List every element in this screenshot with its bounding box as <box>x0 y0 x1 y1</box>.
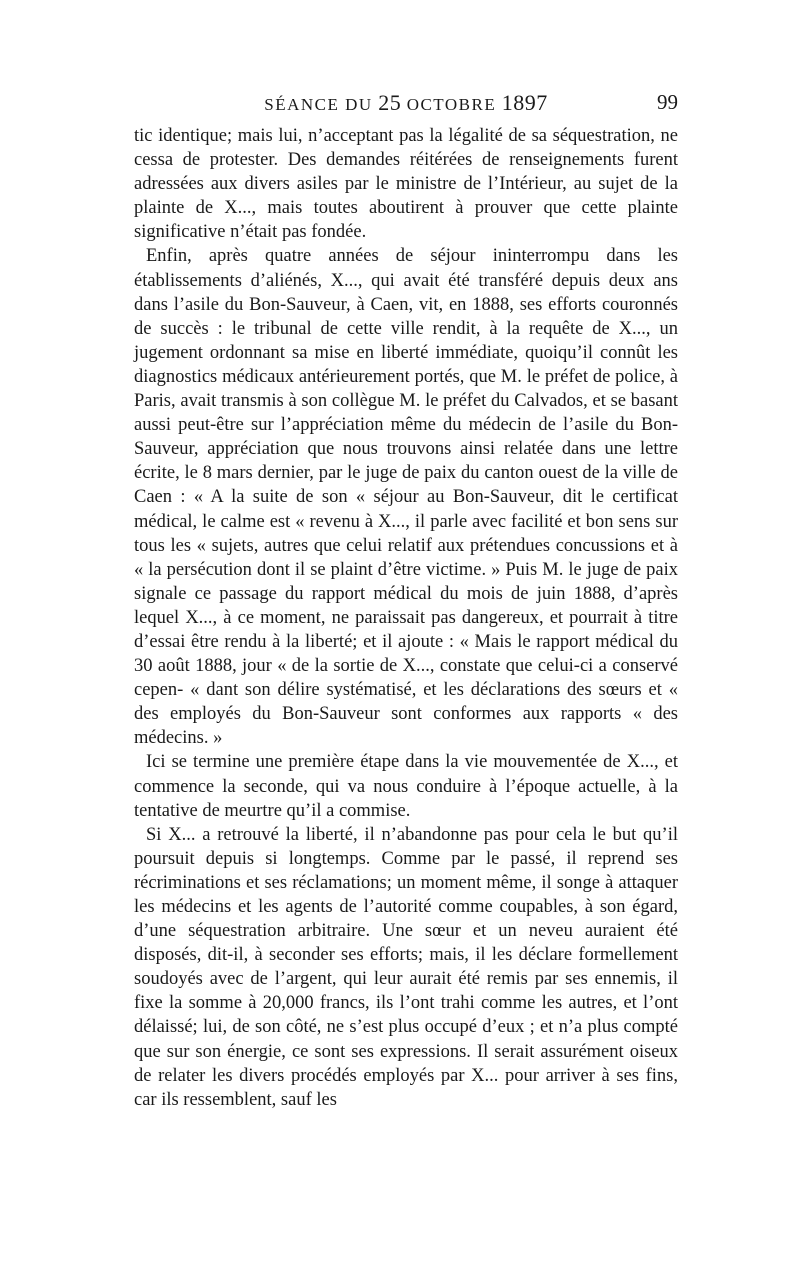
body-text <box>134 124 678 1112</box>
paragraph: tic identique; mais lui, n’acceptant pas la légalité de sa séquestration, ne cessa de protester. Des demandes réitérées de renseignements furent adressées aux divers asiles par le ministre de l’Intérieur, au sujet de la plainte de X..., mais toutes aboutirent à prouver que cette plainte significative n’était pas fondée. <box>134 126 678 243</box>
running-head-month: OCTOBRE <box>406 95 497 114</box>
running-head <box>134 90 678 116</box>
paragraph: Si X... a retrouvé la liberté, il n’abandonne pas pour cela le but qu’il poursuit depuis si longtemps. Comme par le passé, il reprend ses récriminations et ses réclamations; un moment même, il songe à attaquer les médecins et les agents de l’autorité comme coupables, à son égard, d’une séquestration arbitraire. Une sœur et un neveu auraient été disposés, dit-il, à seconder ses efforts; mais, il les déclare formellement soudoyés avec de l’argent, qui leur aurait été remis par ses ennemis, il fixe la somme à 20,000 francs, ils l’ont trahi comme les autres, et l’ont délaissé; lui, de son côté, ne s’est plus occupé d’eux ; et n’a plus compté que sur son énergie, ce sont ses expressions. Il serait assurément oiseux de relater les divers procédés employés par X... pour arriver à ses fins, car ils ressemblent, sauf les <box>134 824 678 1110</box>
page-number: 99 <box>657 90 678 114</box>
paragraph: Ici se termine une première étape dans la vie mouvementée de X..., et commence la seconde, qui va nous conduire à l’époque actuelle, à la tentative de meurtre qu’il a commise. <box>134 752 678 821</box>
paragraph: Enfin, après quatre années de séjour ininterrompu dans les établissements d’aliénés, X..., qui avait été transféré depuis deux ans dans l’asile du Bon-Sauveur, à Caen, vit, en 1888, ses efforts couronnés de succès : le tribunal de cette ville rendit, à la requête de X..., un jugement ordonnant sa mise en liberté immédiate, quoiqu’il connût les diagnostics médicaux antérieurement portés, que M. le préfet de police, à Paris, avait transmis à son collègue M. le préfet du Calvados, et se basant aussi peut-être sur l’appréciation même du médecin de l’asile du Bon-Sauveur, appréciation que nous trouvons ainsi relatée dans une lettre écrite, le 8 mars dernier, par le juge de paix du canton ouest de la ville de Caen : « A la suite de son « séjour au Bon-Sauveur, dit le certificat médical, le calme est « revenu à X..., il parle avec facilité et bon sens sur tous les « sujets, autres que celui relatif aux prétendues concussions et à « la persécution dont il se plaint d’être victime. » Puis M. le juge de paix signale ce passage du rapport médical du mois de juin 1888, d’après lequel X..., à ce moment, ne paraissait pas dangereux, et pourrait à titre d’essai être rendu à la liberté; et il ajoute : « Mais le rapport médical du 30 août 1888, jour « de la sortie de X..., constate que celui-ci a conservé cepen- « dant son délire systématisé, et les déclarations des sœurs et « des employés du Bon-Sauveur sont conformes aux rapports « des médecins. » <box>134 246 678 749</box>
running-head-prefix: SÉANCE DU <box>264 95 373 114</box>
page-header <box>134 90 678 120</box>
running-head-day: 25 <box>378 90 402 115</box>
running-head-year: 1897 <box>501 90 548 115</box>
